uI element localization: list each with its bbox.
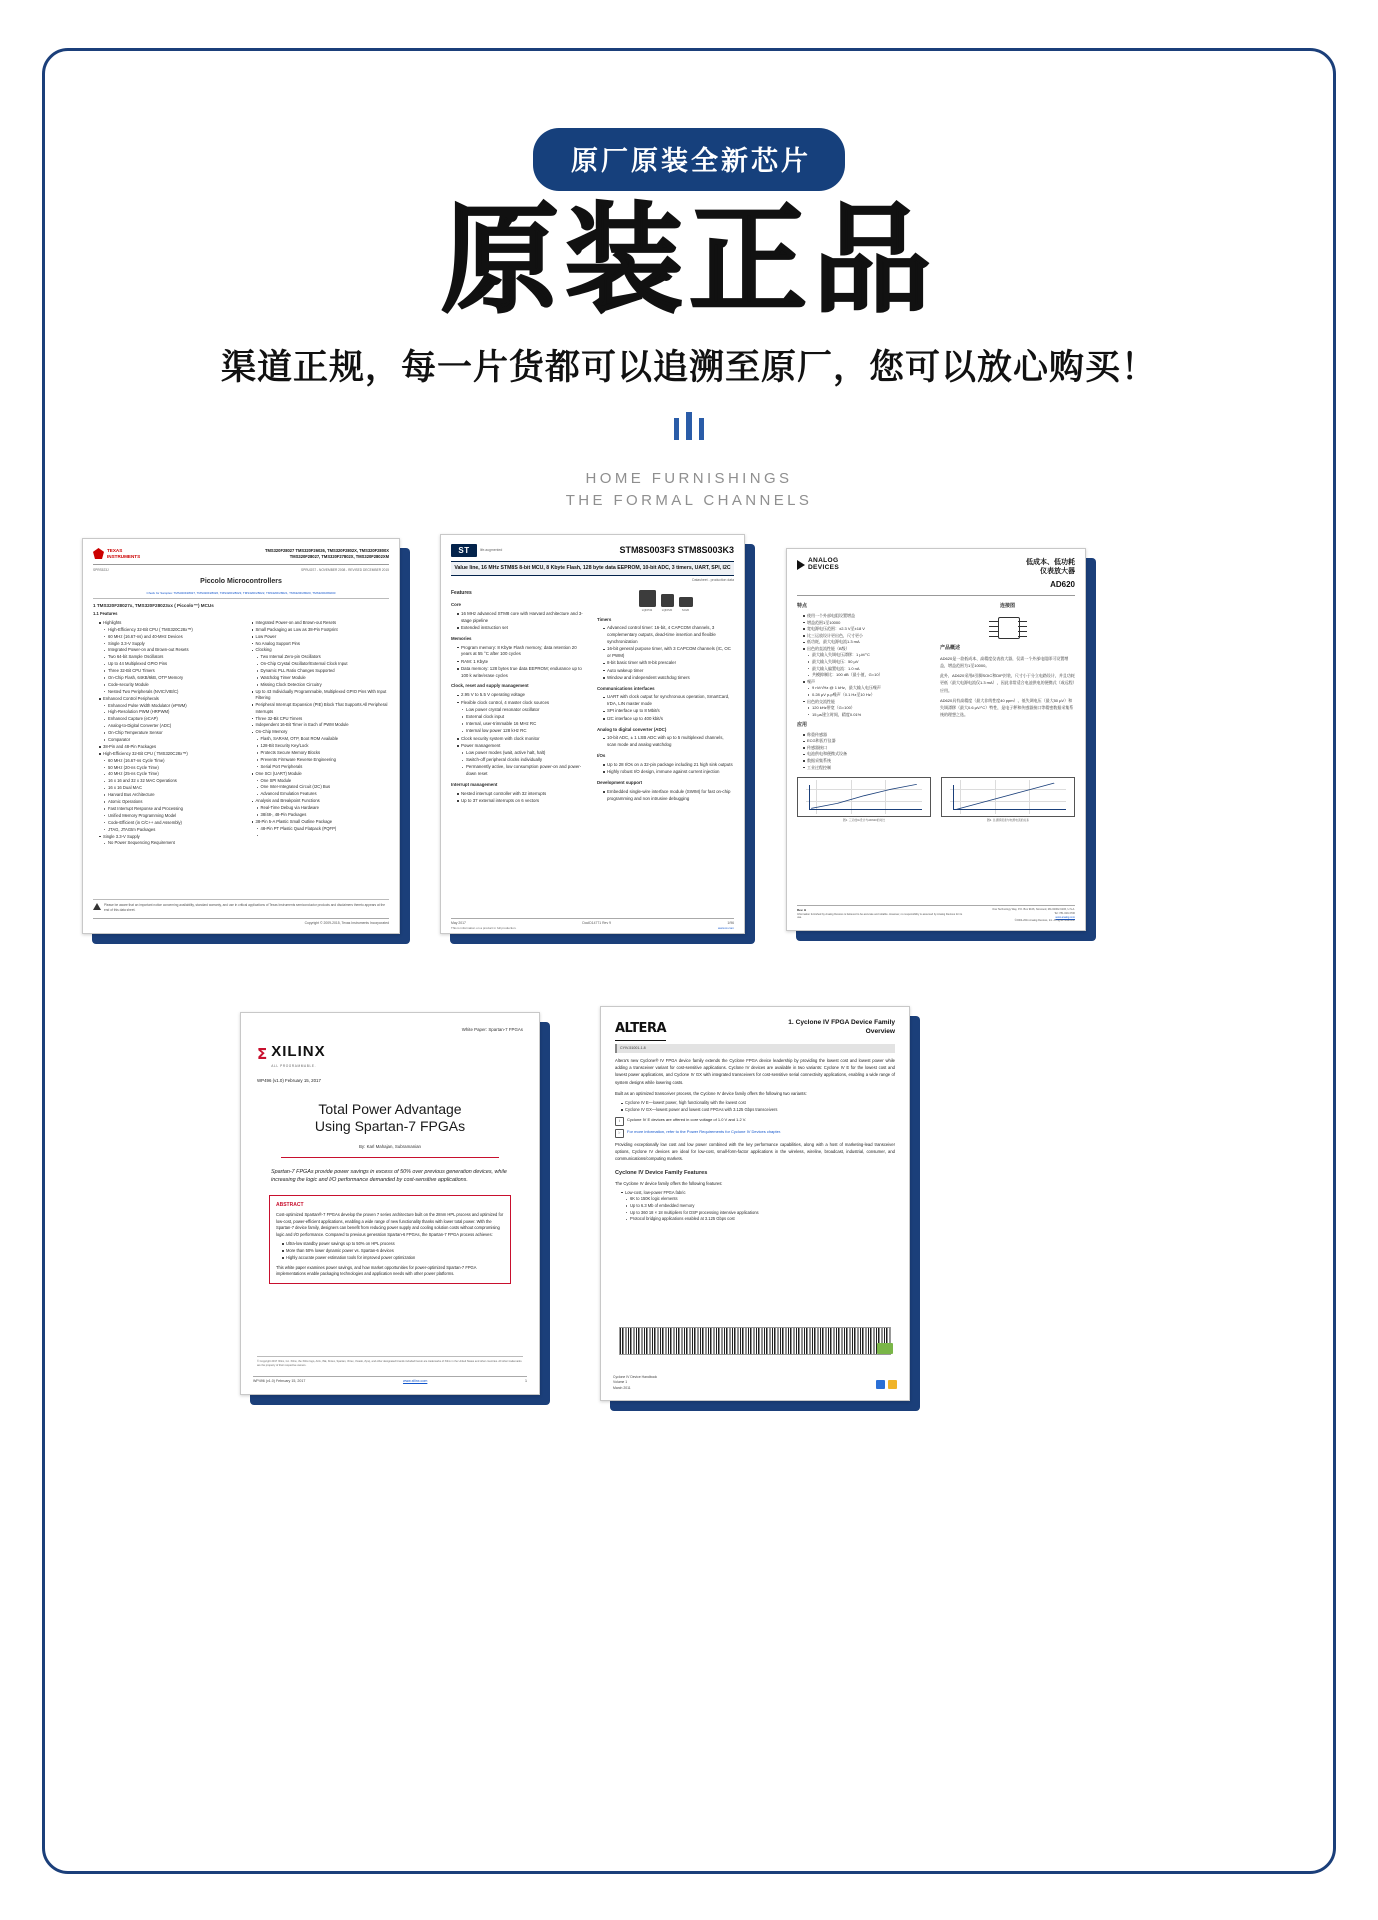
list-item: Highly accurate power estimation tools for improved power optimization: [282, 1255, 504, 1262]
list-item: Low Power: [252, 634, 390, 641]
altera-features-list: [615, 1190, 895, 1223]
list-item: SPI interface up to 8 Mbit/s: [603, 708, 734, 715]
altera-logo-icon: ALTERA: [615, 1019, 666, 1041]
list-item: 60 MHz (16.67-ns) and 40-MHz Devices: [99, 634, 237, 641]
st-core-heading: Core: [451, 602, 462, 608]
st-tagline: life.augmented: [480, 548, 503, 553]
list-item: Real-Time Debug via Hardware: [252, 805, 390, 812]
list-item: Nested interrupt controller with 32 interrupts: [457, 791, 588, 798]
page-subtitle: 渠道正规，每一片货都可以追溯至原厂，您可以放心购买！: [220, 348, 1157, 388]
altera-note-2: [615, 1129, 895, 1138]
list-item: Up to 37 external interrupts on 6 vectors: [457, 798, 588, 805]
list-item: 称重传感器: [803, 732, 932, 738]
st-adc-list: [597, 735, 734, 749]
list-item: 48-Pin PT Plastic Quad Flatpack (PQFP): [252, 826, 390, 833]
ic-package-diagram: [988, 613, 1028, 641]
list-item: JTAG, JTAGtm Packages: [99, 827, 237, 834]
list-item: Highly robust I/O design, immune against current injection: [603, 769, 734, 776]
xilinx-title-line1: Total Power Advantage: [318, 1100, 462, 1117]
list-item: Analog-to-Digital Converter (ADC): [99, 723, 237, 730]
ti-warning-text: Please be aware that an important notice concerning availability, standard warranty, and use in critical applications of Texas Instruments semiconductor products and disclaimers thereto appears at the end of this data sheet.: [104, 903, 386, 913]
ti-doc-date: SPRUGS7 - NOVEMBER 2008 - REVISED DECEMBER 2015: [300, 567, 389, 572]
ti-doc-title: Piccolo Microcontrollers: [200, 577, 282, 585]
list-item: Single 3.3-V Supply: [99, 641, 237, 648]
adi-phone: Tel: 781.329.4700: [1054, 911, 1075, 915]
adi-pinout-heading: 连接图: [999, 603, 1015, 610]
list-item: Low power modes (wait, active halt, halt): [457, 750, 588, 757]
xilinx-wp-number: WP496 (v1.0) February 15, 2017: [257, 1078, 321, 1084]
adi-figure-1: [797, 777, 931, 817]
ti-mark-icon: [93, 548, 104, 559]
list-item: 低功耗，最大电源电流1.3 mA: [803, 639, 932, 645]
list-item: 38-Pin and 48-Pin Packages: [99, 744, 237, 751]
xilinx-footer: [253, 1376, 527, 1385]
package-label: LQFP32: [641, 608, 653, 613]
st-timers-list: [597, 625, 734, 681]
list-item: Up to 360 18 × 18 multipliers for DSP processing intensive applications: [621, 1210, 895, 1216]
list-item: ECG和医疗仪器: [803, 738, 932, 744]
ti-part-numbers-1: TMS320F28027 TMS320F26026, TMS320F2802X, TMS320F2800X: [264, 548, 389, 553]
altera-footer: [613, 1375, 897, 1391]
st-mark-icon: ST: [451, 544, 477, 557]
list-item: Up to 43 Individually Programmable, Multiplexed GPIO Pins With Input Filtering: [252, 689, 390, 702]
list-item: Comparator: [99, 737, 237, 744]
list-item: Enhanced Pulse Width Modulator (ePWM): [99, 703, 237, 710]
st-comms-list: [597, 694, 734, 722]
subscribe-icon[interactable]: [876, 1380, 885, 1389]
list-item: Code-security Module: [99, 682, 237, 689]
st-footer-page: 1/96: [727, 920, 734, 925]
list-item: No Power Sequencing Requirement: [99, 840, 237, 847]
list-item: Advanced Emulation Features: [252, 791, 390, 798]
ti-brand-line1: TEXAS: [107, 548, 123, 554]
st-memories-list: [451, 645, 588, 680]
list-item: Atomic Operations: [99, 799, 237, 806]
package-so20-icon: [679, 597, 693, 607]
list-item: Up to 44 Multiplexed GPIO Pins: [99, 661, 237, 668]
altera-note-2-text[interactable]: For more information, refer to the Power Requirements for Cyclone IV Devices chapter.: [627, 1128, 782, 1134]
document-sheet: [240, 1012, 540, 1395]
list-item: Missing Clock Detection Circuitry: [252, 682, 390, 689]
altera-paragraph-1: Altera's new Cyclone® IV FPGA device family extends the Cyclone FPGA device leadership by providing the lowest cost and lowest power while adding a transceiver variant for cost-sensitive applications. Cyclone IV devices are available in two variants: Cyclone IV E for the lowest cost and lowest power applications, and Cyclone IV GX with integrated transceivers for cost-sensitive serial connectivity applications, enabling a wide range of system designs while lowering costs.: [615, 1057, 895, 1085]
list-item: Internal, user-trimmable 16 MHz RC: [457, 721, 588, 728]
list-item: Peripheral Interrupt Expansion (PIE) Block That Supports All Peripheral Interrupts: [252, 702, 390, 715]
package-label: LQFP20: [661, 608, 673, 613]
st-adc-heading: Analog to digital converter (ADC): [597, 726, 667, 732]
list-item: 最大输入偏置电流：1.0 nA: [803, 666, 932, 672]
list-item: One Inter-Integrated Circuit (I2C) Bus: [252, 784, 390, 791]
st-footer-date: May 2017: [451, 920, 466, 925]
st-devsupport-heading: Development support: [597, 779, 643, 785]
list-item: More than 50% lower dynamic power vs. Spartan-6 devices: [282, 1248, 504, 1255]
pointer-icon: ☞: [615, 1129, 624, 1138]
altera-paragraph-3: Providing exceptionally low cost and low power combined with the key performance capabilities, along with a host of marketing-lead transceiver options, Cyclone IV devices are ideal for low-cost, small-form-factor applications in the wireless, wireline, broadcast, industrial, consumer, and communications/computing markets.: [615, 1141, 895, 1162]
xilinx-abstract: Spartan-7 FPGAs provide power savings in excess of 50% over previous generation devices, while increasing the logic and I/O performance demanded by cost-sensitive applications.: [271, 1168, 507, 1184]
list-item: Permanently active, low consumption power-on and power-down reset: [457, 764, 588, 778]
ti-features-left: [93, 620, 237, 847]
altera-paragraph-2: Built as an optimized transceiver process, the Cyclone IV device family offers the following two variants:: [615, 1091, 807, 1097]
list-item: 传感器接口: [803, 745, 932, 751]
document-card-st: [440, 534, 745, 934]
brand-tagline: [0, 468, 1378, 512]
st-footer-link[interactable]: www.st.com: [717, 926, 734, 931]
list-item: Protects Secure Memory Blocks: [252, 750, 390, 757]
altera-variants-list: [615, 1100, 895, 1113]
xilinx-legal-note: © Copyright 2017 Xilinx, Inc. Xilinx, the Xilinx logo, Artix, ISE, Kintex, Spartan, Virtex, Vivado, Zynq, and other designated brands included herein are trademarks of Xilinx in the United States and other countries. All other trademarks are the property of their respective owners.: [257, 1356, 523, 1368]
st-devsupport-list: [597, 789, 734, 803]
list-item: Extended instruction set: [457, 625, 588, 632]
st-logo-icon: [451, 544, 502, 557]
list-item: Analysis and Breakpoint Functions: [252, 798, 390, 805]
st-memories-heading: Memories: [451, 635, 472, 641]
list-item: Internal low power 128 kHz RC: [457, 728, 588, 735]
st-footer: [451, 918, 734, 926]
xilinx-page-number: 1: [525, 1379, 527, 1384]
list-item: 16 x 16 Dual MAC: [99, 785, 237, 792]
list-item: 10-bit ADC, ± 1 LSB ADC with up to 5 multiplexed channels, scan mode and analog watchdog: [603, 735, 734, 749]
list-item: High-Resolution PWM (HRPWM): [99, 709, 237, 716]
package-lqfp32-icon: [639, 590, 656, 607]
list-item: I2C interface up to 400 kbit/s: [603, 716, 734, 723]
list-item: Flexible clock control, 4 master clock sources: [457, 700, 588, 707]
list-item: Low power crystal resonator oscillator: [457, 707, 588, 714]
altera-features-intro: The Cyclone IV device family offers the following features:: [615, 1181, 723, 1187]
xilinx-title-line2: Using Spartan-7 FPGAs: [314, 1118, 466, 1135]
list-item: Two Internal Zero-pin Oscillators: [252, 654, 390, 661]
altera-note-1: [615, 1117, 895, 1126]
list-item: Switch-off peripheral clocks individually: [457, 757, 588, 764]
list-item: Window and independent watchdog timers: [603, 675, 734, 682]
list-item: 数据采集系统: [803, 758, 932, 764]
st-package-images: [597, 590, 734, 612]
xilinx-box-text: Cost-optimized Spartan®-7 FPGAs develop the proven 7 series architecture built on the 28nm HPL process and optimized for low-cost, power-efficient applications, enabling a wide range of new functionality thanks with lower total power. With the Spartan-7 device family, designers can benefit from reducing power supply and cooling solution costs without compromising logic and I/O performance. Compared to previous generation Spartan-6 FPGAs, the Spartan-7 FPGA process achieves:: [276, 1211, 504, 1237]
adi-overview-p1: AD620是一款低成本、高精度仪表放大器，仅需一个外部电阻即可设置增益，增益范围为1至10000。: [940, 655, 1069, 668]
altera-footer-volume: Volume 1: [613, 1380, 628, 1385]
xilinx-box-closing: This white paper examines power savings, and how market opportunities for power-optimized Spartan-7 FPGA implementations enable packaging technologies and application needs with other power platforms.: [276, 1264, 477, 1277]
list-item: One SPI Module: [252, 778, 390, 785]
xilinx-logo-icon: [257, 1040, 523, 1069]
list-item: Fast Interrupt Response and Processing: [99, 806, 237, 813]
list-item: Flash, SARAM, OTP, Boot ROM Available: [252, 736, 390, 743]
adi-features-heading: 特点: [797, 603, 808, 610]
ti-copyright: Copyright © 2009-2015, Texas Instruments Incorporated: [304, 920, 389, 925]
list-item: External clock input: [457, 714, 588, 721]
list-item: Program memory: 8 Kbyte Flash memory; data retention 20 years at 55 °C after 100 cycles: [457, 645, 588, 659]
authenticity-badge: 原厂原装全新芯片: [533, 128, 845, 191]
list-item: On-Chip Crystal Oscillator/External Clock Input: [252, 661, 390, 668]
list-item: Clocking: [252, 647, 390, 654]
ti-doc-id: SPRS523J: [93, 567, 109, 572]
list-item: Single 3.3-V Supply: [99, 834, 237, 841]
list-item: Data memory: 128 bytes true data EEPROM; endurance up to 100 k write/erase cycles: [457, 666, 588, 680]
list-item: Code-Efficient (in C/C++ and Assembly): [99, 820, 237, 827]
xilinx-wp-label: White Paper: Spartan-7 FPGAs: [461, 1027, 523, 1032]
altera-chapter-title-line2: Overview: [865, 1027, 895, 1035]
list-item: 最大输入失调电压：50 µV: [803, 659, 932, 665]
list-item: 40 MHz (25-ns Cycle Time): [99, 771, 237, 778]
list-item: Auto wakeup timer: [603, 668, 734, 675]
barcode-image: [619, 1327, 891, 1355]
st-timers-heading: Timers: [597, 616, 612, 622]
st-doc-type: Datasheet - production data: [692, 578, 734, 582]
list-item: Serial Port Peripherals: [252, 764, 390, 771]
adi-rev: Rev. H: [797, 908, 807, 912]
st-strapline: Value line, 16 MHz STM8S 8-bit MCU, 8 Kbyte Flash, 128 byte data EEPROM, 10-bit ADC, 3 timers, UART, SPI, I2C: [451, 561, 734, 576]
adi-overview-p3: AD620具有高精度（最大非线性度40 ppm）、低失调电压（最大50 µV）和失调漂移（最大0.6 µV/°C）特性，是电子秤和传感器接口等精密数据采集系统的理想之选。: [940, 697, 1074, 718]
adi-part-number: AD620: [1050, 579, 1075, 589]
adi-figure-2: [941, 777, 1075, 817]
document-card-altera: [600, 1006, 910, 1401]
list-item: 宽电源电压范围：±2.3 V至±18 V: [803, 626, 932, 632]
list-item: UART with clock output for synchronous operation, SmartCard, IrDA, LIN master mode: [603, 694, 734, 708]
document-sheet: [600, 1006, 910, 1401]
ti-features-right: [246, 620, 390, 832]
adi-applications-heading: 应用: [797, 721, 808, 728]
list-item: High-Efficiency 32-Bit CPU ( TMS320C28x™): [99, 627, 237, 634]
st-clock-heading: Clock, reset and supply management: [451, 683, 529, 689]
st-core-list: [451, 611, 588, 632]
list-item: Dynamic PLL Ratio Changes Supported: [252, 668, 390, 675]
list-item: 比三运放设计更出色，尺寸更小: [803, 633, 932, 639]
list-item: 60 MHz (16.67-ns Cycle Time): [99, 758, 237, 765]
document-card-adi: [786, 548, 1086, 931]
st-features-heading: Features: [451, 590, 472, 597]
adi-triangle-icon: [797, 560, 805, 570]
list-item: 电池供电和便携式设备: [803, 751, 932, 757]
xilinx-website-link[interactable]: www.xilinx.com: [402, 1379, 428, 1384]
adi-footer-note: Information furnished by Analog Devices is believed to be accurate and reliable. However, no responsibility is assumed by Analog Devices for its use.: [797, 912, 963, 920]
document-sheet: [786, 548, 1086, 931]
adi-logo-icon: [797, 558, 839, 571]
adi-website-link[interactable]: www.analog.com: [1055, 915, 1075, 919]
warning-icon: [93, 903, 101, 910]
list-item: Cyclone IV GX—lowest power and lowest cost FPGAs with 3.125 Gbps transceivers: [621, 1107, 895, 1113]
xilinx-brand-tagline: ALL PROGRAMMABLE.: [271, 1064, 317, 1069]
st-io-list: [597, 762, 734, 776]
adi-brand-line2: DEVICES: [808, 563, 840, 571]
package-lqfp20-icon: [661, 594, 674, 607]
altera-footer-handbook: Cyclone IV Device Handbook: [613, 1375, 658, 1380]
list-item: Three 32-Bit CPU Timers: [252, 716, 390, 723]
list-item: Enhanced Control Peripherals: [99, 696, 237, 703]
list-item: Small Packaging as Low as 38-Pin Footprint: [252, 627, 390, 634]
brand-tagline-line2: THE FORMAL CHANNELS: [565, 491, 813, 509]
st-interrupt-list: [451, 791, 588, 805]
xilinx-box-bullets: [276, 1241, 504, 1261]
xilinx-x-icon: Σ: [257, 1044, 268, 1063]
list-item: Enhanced Capture (eCAP): [99, 716, 237, 723]
list-item: Harvard Bus Architecture: [99, 792, 237, 799]
list-item: 120 kHz带宽（G=100）: [803, 705, 932, 711]
document-sheet: [82, 538, 400, 934]
list-item: Protocol bridging applications enabled at 3.125 Gbps cost: [621, 1216, 895, 1222]
adi-applications-list: [797, 732, 932, 771]
adi-copyright: ©2004-2011 Analog Devices, Inc. All rights reserved.: [1014, 919, 1075, 923]
list-item: 6K to 150K logic elements: [621, 1196, 895, 1202]
list-item: Power management: [457, 743, 588, 750]
ti-subsection-title: 1.1 Features: [93, 611, 118, 617]
document-card-xilinx: [240, 1012, 540, 1395]
list-item: One SCI (UART) Module: [252, 771, 390, 778]
xilinx-author: By: Karl Mahajan, Subramanian: [359, 1143, 421, 1149]
xilinx-footer-docnum: WP496 (v1.0) February 15, 2017: [253, 1379, 306, 1384]
st-interrupt-heading: Interrupt management: [451, 782, 498, 788]
list-item: Unified Memory Programming Model: [99, 813, 237, 820]
list-item: On-Chip Memory: [252, 729, 390, 736]
altera-features-heading: Cyclone IV Device Family Features: [615, 1169, 708, 1176]
st-part-title: STM8S003F3 STM8S003K3: [619, 545, 734, 555]
list-item: 38/48-, 48-Pin Packages: [252, 812, 390, 819]
adi-figure-1-caption: 图1. 三运放IA设计与AD620的对比: [842, 817, 886, 822]
list-item: Low-cost, low-power FPGA fabric: [621, 1190, 895, 1196]
list-item: 15 µs建立时间，精度0.01%: [803, 712, 932, 718]
list-item: 出色的交流性能: [803, 699, 932, 705]
document-sheet: [440, 534, 745, 934]
list-item: 增益范围1至10000: [803, 620, 932, 626]
adi-title-line1: 低成本、低功耗: [1026, 559, 1075, 566]
list-item: 50 MHz (20-ns Cycle Time): [99, 765, 237, 772]
badge-container: [0, 128, 1378, 191]
altera-chapter-title-line1: Cyclone IV FPGA Device Family: [795, 1019, 895, 1026]
altera-chapter-number: 1.: [788, 1019, 794, 1026]
list-item: 8-bit basic timer with 8-bit prescaler: [603, 660, 734, 667]
list-item: Integrated Power-on and Brown-out Resets: [99, 647, 237, 654]
list-item: Embedded single-wire interface module (SWIM) for fast on-chip programming and non intrusive debugging: [603, 789, 734, 803]
brand-tagline-line1: HOME FURNISHINGS: [585, 470, 793, 487]
list-item: Advanced control timer: 16-bit, 4 CAPCOM channels, 3 complementary outputs, dead-time insertion and flexible synchronization: [603, 625, 734, 645]
st-footer-docid: DocID14771 Rev 9: [582, 920, 611, 925]
list-item: 38-Pin 5-A Plastic Small Outline Package: [252, 819, 390, 826]
list-item: Two 64-bit Sample Oscillators: [99, 654, 237, 661]
list-item: 最大输入失调电压漂移：1 µV/°C: [803, 652, 932, 658]
list-item: No Analog Support Pins: [252, 641, 390, 648]
list-item: 噪声: [803, 679, 932, 685]
page-title: 原装正品: [440, 191, 937, 329]
st-footer-note: This is information on a product in full production.: [451, 926, 517, 931]
list-item: Cyclone IV E—lowest power, high functionality with the lowest cost: [621, 1100, 895, 1106]
list-item: 16 x 16 and 32 x 32 MAC Operations: [99, 778, 237, 785]
list-item: 使用一个外部电阻设置增益: [803, 613, 932, 619]
package-label: SO20: [681, 608, 690, 613]
altera-doc-code: CYIV-51001-1.8: [615, 1044, 895, 1053]
altera-footer-date: March 2011: [613, 1385, 631, 1390]
adi-figure-2-caption: 图2. 总漂移误差与电源电流的关系: [986, 817, 1030, 822]
brand-logo-icon: [0, 412, 1378, 447]
adi-features-list: [797, 613, 932, 718]
list-item: Up to 6.3 Mb of embedded memory: [621, 1203, 895, 1209]
document-card-ti: [82, 538, 400, 934]
xilinx-doc-title: [257, 1101, 523, 1136]
altera-note-1-text: Cyclone IV E devices are offered in core voltage of 1.0 V and 1.2 V.: [627, 1116, 747, 1122]
list-item: 出色的直流性能（B级）: [803, 646, 932, 652]
adi-overview-p2: 此外，AD620采用8引脚SOIC和DIP封装，尺寸小于分立电路设计，并且功耗更低（最大电源电流仅1.3 mA），因此非常适合电池供电的便携式（或远程）应用。: [940, 673, 1075, 693]
feedback-icon[interactable]: [888, 1380, 897, 1389]
ti-part-numbers-2: TMS320F28027, TMS320F27802X, TMS320F2802XM: [289, 553, 389, 559]
list-item: Up to 28 I/Os on a 32-pin package including 21 high sink outputs: [603, 762, 734, 769]
ti-logo-icon: [93, 548, 140, 559]
xilinx-box-heading: ABSTRACT: [276, 1201, 304, 1208]
list-item: 16 MHz advanced STM8 core with Harvard architecture and 3-stage pipeline: [457, 611, 588, 625]
list-item: Watchdog Timer Module: [252, 675, 390, 682]
list-item: 共模抑制比：100 dB（最小值，G=10）: [803, 672, 932, 678]
ti-footer: [93, 918, 389, 926]
ti-samples-link[interactable]: Check for Samples: TMS320F28027, TMS320F28026, TMS320F28023, TMS320F28022, TMS320F28021, TMS320F28020, TMS320F280200: [146, 590, 336, 595]
list-item: On-Chip Flash, 64KB/6kB, OTP Memory: [99, 675, 237, 682]
list-item: Nested Two Peripherals (NVIC/VIB/C): [99, 689, 237, 696]
list-item: 0.28 µV p-p噪声（0.1 Hz至10 Hz）: [803, 692, 932, 698]
list-item: On-Chip Temperature Sensor: [99, 730, 237, 737]
list-item: Ultra-low standby power savings up to 50% on HPL process: [282, 1241, 504, 1248]
st-comms-heading: Communications interfaces: [597, 685, 655, 691]
eco-badge-icon: [877, 1343, 893, 1354]
ti-section-title: 1 TMS320F28027x, TMS320F28023xx ( Piccolo™) MCUs: [93, 603, 214, 609]
list-item: High-Efficiency 32-Bit CPU ( TMS320C28x™): [99, 751, 237, 758]
st-clock-list: [451, 692, 588, 778]
st-io-heading: I/Os: [597, 753, 606, 759]
xilinx-abstract-box: [269, 1195, 511, 1284]
list-item: Independent 16-Bit Timer in Each of PWM Module: [252, 722, 390, 729]
list-item: Prevents Firmware Reverse Engineering: [252, 757, 390, 764]
xilinx-brand-name: XILINX: [271, 1042, 326, 1060]
adi-brand-line1: ANALOG: [808, 557, 839, 564]
adi-overview-heading: 产品概述: [940, 645, 961, 652]
list-item: 128-Bit Security Key/Lock: [252, 743, 390, 750]
list-item: 16-bit general purpose timer, with 3 CAPCOM channels (IC, OC or PWM): [603, 646, 734, 660]
adi-title-line2: 仪表放大器: [1040, 568, 1075, 576]
list-item: 9 nV/√Hz @ 1 kHz，最大输入电压噪声: [803, 685, 932, 691]
list-item: Highlights: [99, 620, 237, 627]
list-item: Three 32-Bit CPU Timers: [99, 668, 237, 675]
list-item: 工业过程控制: [803, 765, 932, 771]
ti-brand-line2: INSTRUMENTS: [107, 553, 141, 559]
list-item: RAM: 1 Kbyte: [457, 659, 588, 666]
info-icon: i: [615, 1117, 624, 1126]
list-item: Clock security system with clock monitor: [457, 736, 588, 743]
list-item: 2.95 V to 5.5 V operating voltage: [457, 692, 588, 699]
list-item: Integrated Power-on and Brown-out Resets: [252, 620, 390, 627]
adi-address: One Technology Way, P.O. Box 9106, Norwood, MA 02062-9106, U.S.A.: [992, 908, 1075, 911]
